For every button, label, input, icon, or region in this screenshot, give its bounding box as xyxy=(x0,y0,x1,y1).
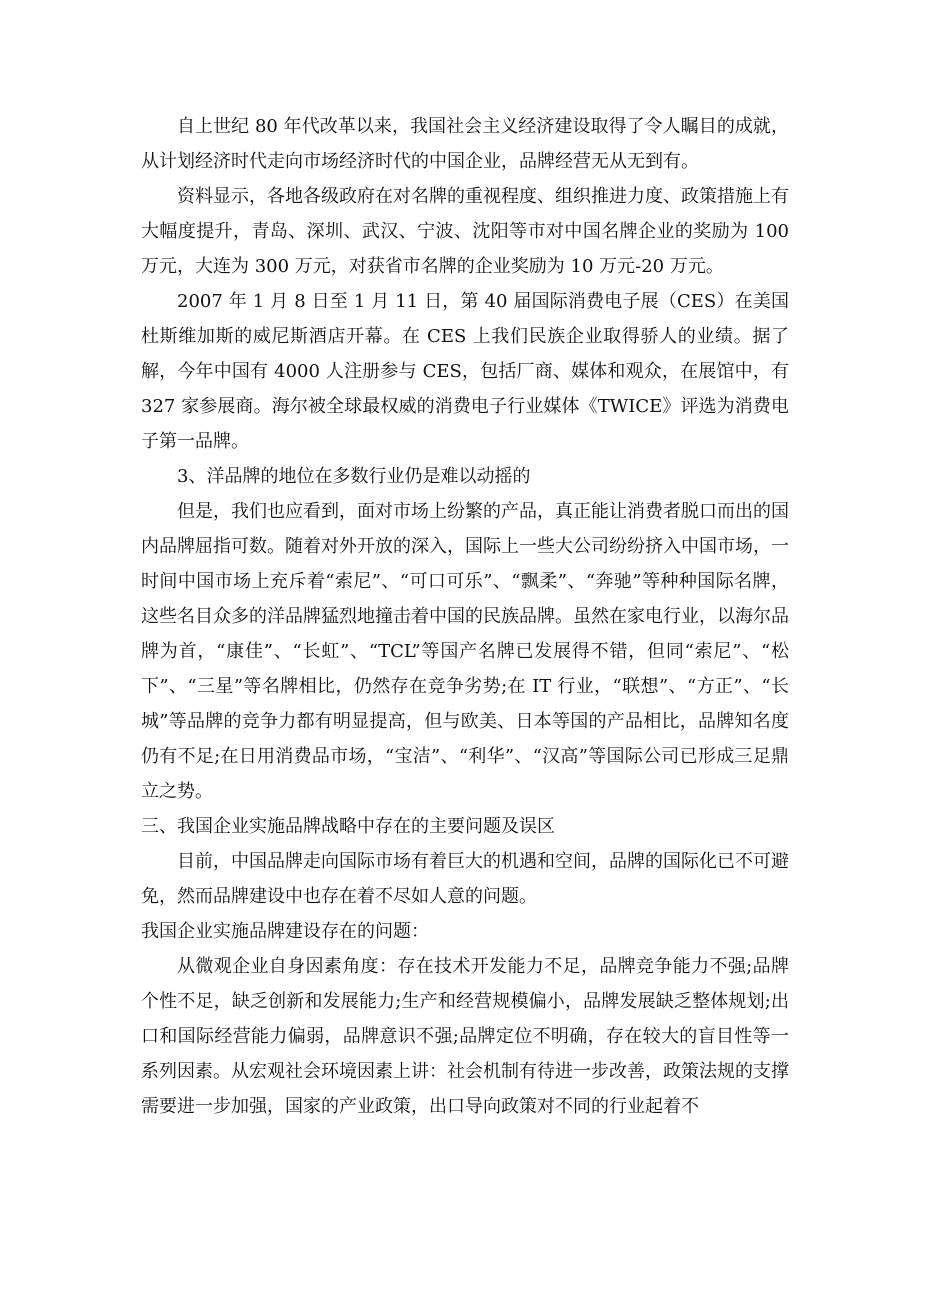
section-heading-problems: 三、我国企业实施品牌战略中存在的主要问题及误区 xyxy=(141,816,555,837)
subheading-existing-problems: 我国企业实施品牌建设存在的问题： xyxy=(141,921,429,942)
paragraph-ces-2007: 2007 年 1 月 8 日至 1 月 11 日，第 40 届国际消费电子展（CES）在美国杜斯维加斯的威尼斯酒店开幕。在 CES 上我们民族企业取得骄人的业绩。据了解，今年中国有 4000 人注册参与 CES，包括厂商、媒体和观众，在展馆中，有 327 家参展商。海尔被全球最权威的消费电子行业媒体《TWICE》评选为消费电子第一品牌。 xyxy=(141,291,789,452)
paragraph-reform-intro: 自上世纪 80 年代改革以来，我国社会主义经济建设取得了令人瞩目的成就，从计划经济时代走向市场经济时代的中国企业，品牌经营无从无到有。 xyxy=(141,116,789,172)
document-body xyxy=(141,109,789,1124)
section-heading-foreign-brands: 3、洋品牌的地位在多数行业仍是难以动摇的 xyxy=(177,466,531,487)
paragraph-international-opportunity: 目前，中国品牌走向国际市场有着巨大的机遇和空间，品牌的国际化已不可避免，然而品牌建设中也存在着不尽如人意的问题。 xyxy=(141,851,789,907)
paragraph-government-awards: 资料显示，各地各级政府在对名牌的重视程度、组织推进力度、政策措施上有大幅度提升，青岛、深圳、武汉、宁波、沈阳等市对中国名牌企业的奖励为 100 万元，大连为 300 万元，对获省市名牌的企业奖励为 10 万元-20 万元。 xyxy=(141,186,789,277)
paragraph-micro-macro-factors: 从微观企业自身因素角度：存在技术开发能力不足，品牌竞争能力不强;品牌个性不足，缺乏创新和发展能力;生产和经营规模偏小，品牌发展缺乏整体规划;出口和国际经营能力偏弱，品牌意识不强;品牌定位不明确，存在较大的盲目性等一系列因素。从宏观社会环境因素上讲：社会机制有待进一步改善，政策法规的支撑需要进一步加强，国家的产业政策，出口导向政策对不同的行业起着不 xyxy=(141,956,789,1117)
paragraph-foreign-brand-competition: 但是，我们也应看到，面对市场上纷繁的产品，真正能让消费者脱口而出的国内品牌屈指可数。随着对外开放的深入，国际上一些大公司纷纷挤入中国市场，一时间中国市场上充斥着“索尼”、“可口可乐”、“飘柔”、“奔驰”等种种国际名牌，这些名目众多的洋品牌猛烈地撞击着中国的民族品牌。虽然在家电行业，以海尔品牌为首，“康佳”、“长虹”、“TCL”等国产名牌已发展得不错，但同“索尼”、“松下”、“三星”等名牌相比，仍然存在竞争劣势;在 IT 行业，“联想”、“方正”、“长城”等品牌的竞争力都有明显提高，但与欧美、日本等国的产品相比，品牌知名度仍有不足;在日用消费品市场，“宝洁”、“利华”、“汉高”等国际公司已形成三足鼎立之势。 xyxy=(141,501,789,802)
